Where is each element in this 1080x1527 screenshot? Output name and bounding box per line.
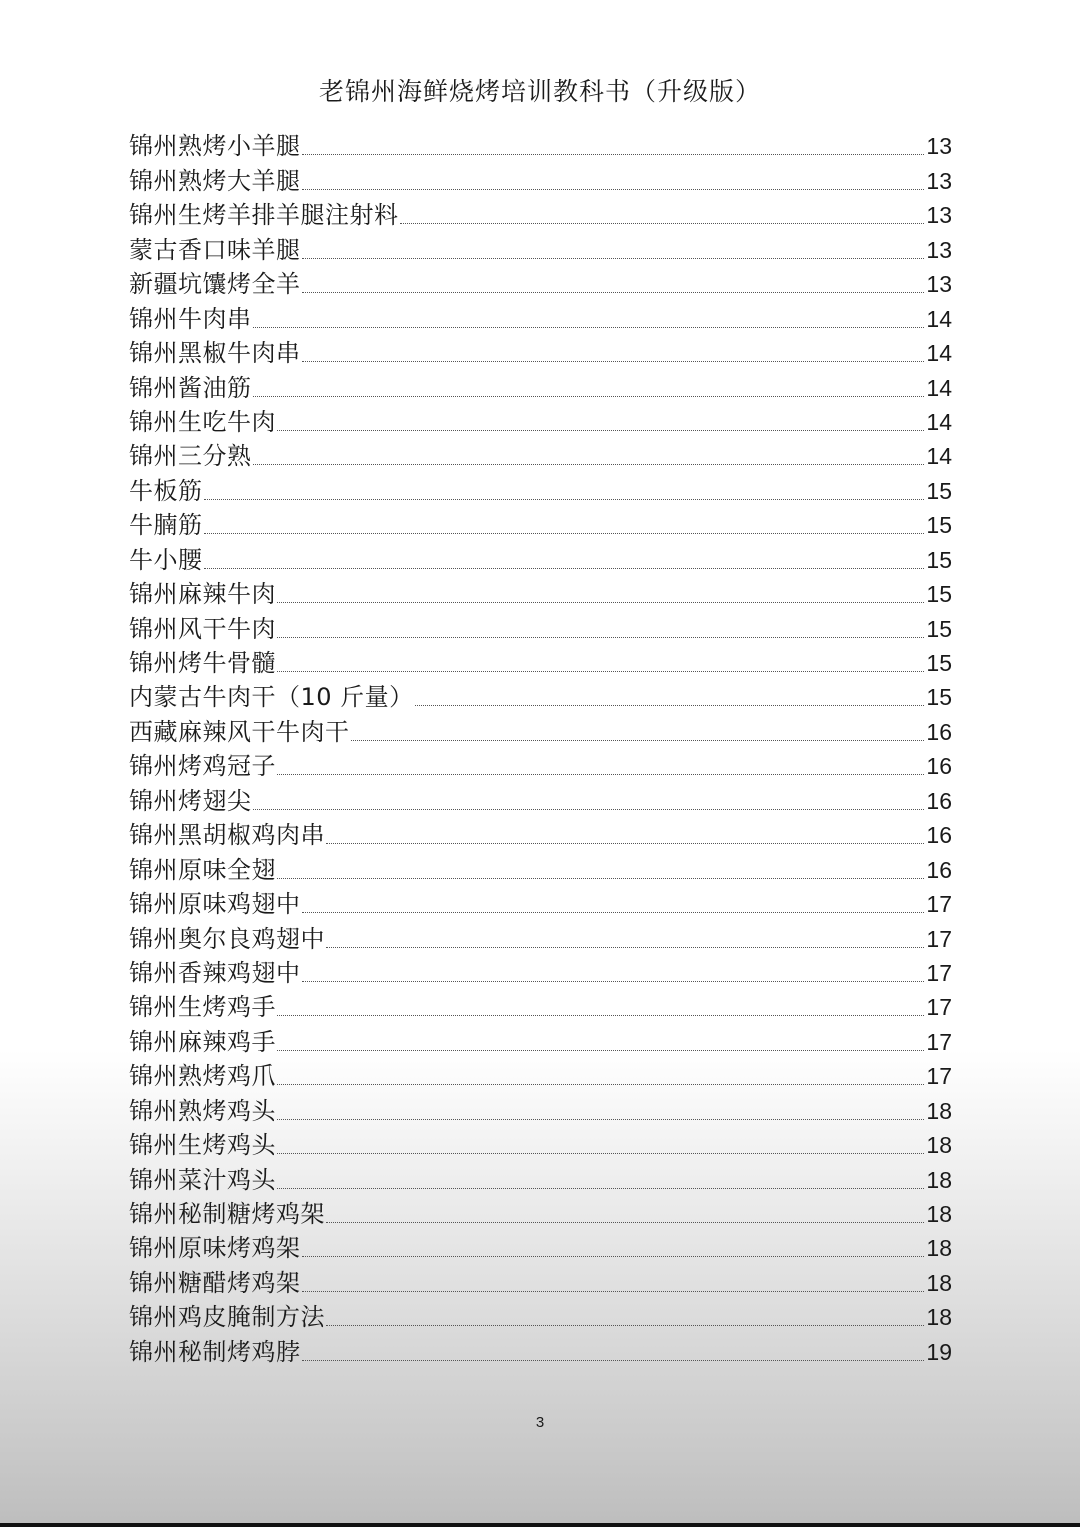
toc-entry-title: 内蒙古牛肉干（10 斤量） [129,683,414,712]
dot-leader [277,430,924,431]
toc-entry[interactable] [129,230,952,264]
toc-entry-title: 锦州麻辣牛肉 [129,580,276,609]
toc-entry[interactable] [129,161,952,195]
toc-entry-page: 13 [926,202,952,229]
dot-leader [253,464,925,465]
dot-leader [400,223,925,224]
dot-leader [302,1360,925,1361]
toc-entry-title: 锦州糖醋烤鸡架 [129,1268,301,1297]
toc-entry-title: 锦州风干牛肉 [129,614,276,643]
toc-entry-page: 13 [926,236,952,263]
dot-leader [204,499,925,500]
toc-entry-title: 锦州牛肉串 [129,304,252,333]
dot-leader [302,1291,925,1292]
toc-entry[interactable] [129,1298,952,1332]
toc-entry[interactable] [129,781,952,815]
toc-entry-page: 15 [926,546,952,573]
toc-entry[interactable] [129,816,952,850]
toc-entry-page: 15 [926,684,952,711]
toc-entry[interactable] [129,127,952,161]
dot-leader [326,947,924,948]
toc-entry-title: 锦州熟烤鸡爪 [129,1062,276,1091]
toc-entry[interactable] [129,334,952,368]
toc-entry-page: 16 [926,718,952,745]
toc-entry[interactable] [129,196,952,230]
toc-entry-page: 15 [926,650,952,676]
toc-entry-title: 锦州熟烤小羊腿 [129,132,301,161]
toc-entry-page: 15 [926,615,952,642]
toc-entry-title: 锦州生烤羊排羊腿注射料 [129,201,399,230]
toc-entry-title: 牛小腰 [129,545,203,574]
dot-leader [277,637,924,638]
toc-entry[interactable] [129,712,952,746]
dot-leader [277,1153,924,1154]
toc-entry[interactable] [129,1195,952,1229]
dot-leader [302,981,925,982]
dot-leader [277,1119,924,1120]
toc-entry[interactable] [129,1057,952,1091]
toc-entry[interactable] [129,954,952,988]
toc-entry-title: 新疆坑馕烤全羊 [129,270,301,299]
toc-entry-title: 牛腩筋 [129,511,203,540]
toc-entry[interactable] [129,437,952,471]
toc-entry-page: 16 [926,822,952,849]
toc-entry-title: 锦州原味烤鸡架 [129,1234,301,1263]
toc-entry-title: 锦州生烤鸡手 [129,993,276,1022]
dot-leader [302,258,925,259]
dot-leader [302,1256,925,1257]
toc-entry-page: 15 [926,512,952,539]
dot-leader [302,361,925,362]
toc-entry-page: 16 [926,753,952,780]
toc-entry[interactable] [129,506,952,540]
toc-entry[interactable] [129,1332,952,1366]
toc-entry[interactable] [129,678,952,712]
toc-entry-page: 18 [926,1269,952,1296]
toc-entry-title: 锦州生吃牛肉 [129,407,276,436]
toc-entry-page: 17 [926,959,952,986]
toc-entry-title: 锦州烤翅尖 [129,786,252,815]
toc-entry-page: 13 [926,133,952,160]
page-number: 3 [535,1414,545,1431]
toc-entry-page: 17 [926,1063,952,1090]
dot-leader [326,1325,924,1326]
toc-entry-page: 15 [926,477,952,504]
dot-leader [204,568,925,569]
toc-entry[interactable] [129,540,952,574]
toc-entry-page: 14 [926,443,952,470]
toc-entry[interactable] [129,850,952,884]
toc-entry[interactable] [129,609,952,643]
dot-leader [253,327,925,328]
toc-entry-title: 锦州烤牛骨髓 [129,649,276,677]
toc-entry-title: 西藏麻辣风干牛肉干 [129,717,350,746]
dot-leader [277,1084,924,1085]
toc-entry[interactable] [129,403,952,437]
toc-entry-title: 锦州黑胡椒鸡肉串 [129,821,325,850]
dot-leader [277,878,924,879]
toc-entry[interactable] [129,265,952,299]
toc-entry[interactable] [129,575,952,609]
toc-entry-page: 16 [926,787,952,814]
toc-entry[interactable] [129,471,952,505]
dot-leader [253,809,925,810]
toc-entry-page: 14 [926,374,952,401]
toc-entry-title: 锦州奥尔良鸡翅中 [129,924,325,953]
toc-entry-page: 16 [926,856,952,883]
toc-entry-title: 锦州酱油筋 [129,373,252,402]
toc-entry-title: 蒙古香口味羊腿 [129,235,301,264]
toc-entry[interactable] [129,1160,952,1194]
dot-leader [302,189,925,190]
dot-leader [277,774,924,775]
toc-entry[interactable] [129,1229,952,1263]
toc-entry-page: 14 [926,340,952,367]
toc-entry-page: 18 [926,1166,952,1193]
toc-entry[interactable] [129,885,952,919]
toc-entry[interactable] [129,988,952,1022]
toc-entry-page: 17 [926,1028,952,1055]
dot-leader [277,671,924,672]
toc-entry[interactable] [129,1263,952,1297]
dot-leader [277,1050,924,1051]
toc-entry-title: 锦州鸡皮腌制方法 [129,1303,325,1332]
toc-entry-page: 19 [926,1338,952,1365]
dot-leader [277,602,924,603]
dot-leader [302,292,925,293]
toc-entry-title: 锦州秘制糖烤鸡架 [129,1200,325,1228]
toc-entry[interactable] [129,299,952,333]
dot-leader [253,396,925,397]
toc-entry[interactable] [129,1091,952,1125]
toc-entry-page: 17 [926,994,952,1021]
toc-entry-title: 锦州秘制烤鸡脖 [129,1337,301,1366]
toc-entry[interactable] [129,644,952,678]
toc-entry-page: 18 [926,1132,952,1159]
dot-leader [351,740,925,741]
toc-entry[interactable] [129,747,952,781]
dot-leader [326,1222,924,1223]
dot-leader [415,705,925,706]
toc-entry-page: 14 [926,305,952,332]
dot-leader [277,1188,924,1189]
toc-entry-title: 锦州三分熟 [129,442,252,471]
bottom-edge [0,1523,1080,1527]
toc-entry-title: 锦州生烤鸡头 [129,1131,276,1160]
toc-entry-page: 13 [926,167,952,194]
toc-entry-title: 锦州熟烤鸡头 [129,1096,276,1125]
table-of-contents [129,127,952,1367]
toc-entry[interactable] [129,1022,952,1056]
toc-entry-title: 锦州黑椒牛肉串 [129,339,301,368]
toc-entry-title: 锦州香辣鸡翅中 [129,958,301,987]
toc-entry-page: 17 [926,925,952,952]
toc-entry-title: 牛板筋 [129,476,203,505]
toc-entry-page: 14 [926,408,952,435]
dot-leader [277,1015,924,1016]
toc-entry-page: 18 [926,1235,952,1262]
dot-leader [204,533,925,534]
toc-entry-page: 18 [926,1304,952,1331]
toc-entry-page: 13 [926,271,952,298]
toc-entry-title: 锦州原味鸡翅中 [129,890,301,919]
toc-entry-title: 锦州熟烤大羊腿 [129,166,301,195]
toc-entry-page: 18 [926,1201,952,1227]
toc-entry-page: 18 [926,1097,952,1124]
toc-entry-title: 锦州原味全翅 [129,855,276,884]
toc-entry[interactable] [129,368,952,402]
dot-leader [302,912,925,913]
dot-leader [302,154,925,155]
toc-entry-title: 锦州菜汁鸡头 [129,1165,276,1194]
page-title: 老锦州海鲜烧烤培训教科书（升级版） [318,77,761,106]
toc-entry-title: 锦州麻辣鸡手 [129,1027,276,1056]
toc-entry-title: 锦州烤鸡冠子 [129,752,276,781]
dot-leader [326,843,924,844]
toc-entry[interactable] [129,919,952,953]
toc-entry[interactable] [129,1126,952,1160]
toc-entry-page: 15 [926,581,952,608]
toc-entry-page: 17 [926,891,952,918]
